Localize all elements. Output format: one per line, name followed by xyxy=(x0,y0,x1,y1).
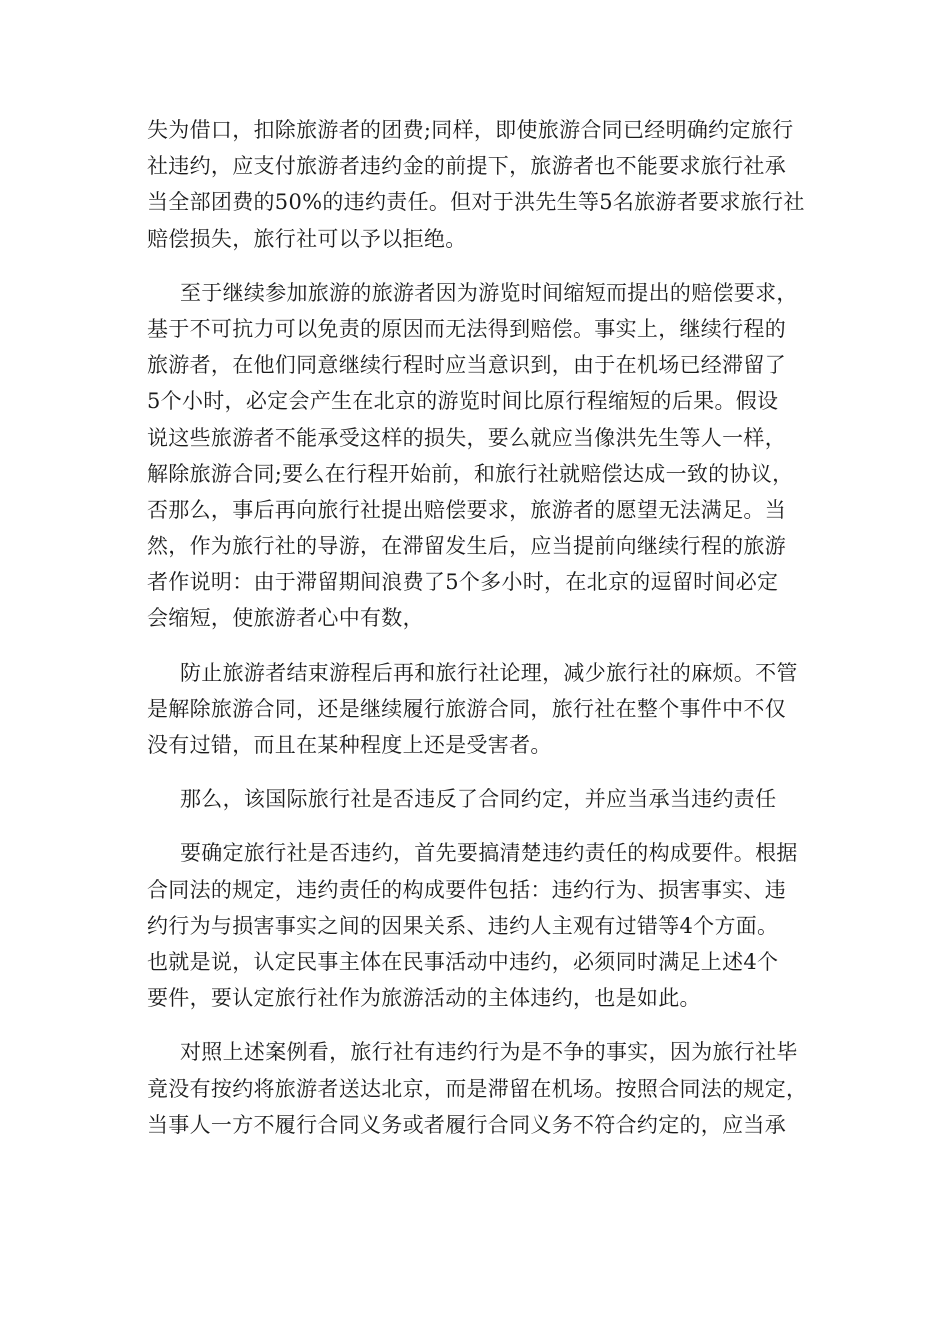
text-line: 防止旅游者结束游程后再和旅行社论理，减少旅行社的麻烦。不管 xyxy=(180,660,798,685)
text-line: 5个小时，必定会产生在北京的游览时间比原行程缩短的后果。假设 xyxy=(147,389,779,414)
text-line: 说这些旅游者不能承受这样的损失，要么就应当像洪先生等人一样， xyxy=(147,425,786,450)
text-line: 当事人一方不履行合同义务或者履行合同义务不符合约定的，应当承 xyxy=(147,1112,786,1137)
text-line: 基于不可抗力可以免责的原因而无法得到赔偿。事实上，继续行程的 xyxy=(147,316,786,341)
text-line: 失为借口，扣除旅游者的团费;同样，即使旅游合同已经明确约定旅行 xyxy=(147,118,794,142)
text-line: 是解除旅游合同，还是继续履行旅游合同，旅行社在整个事件中不仅 xyxy=(147,696,786,721)
paragraph-4 xyxy=(147,781,807,817)
document-body xyxy=(147,112,807,1161)
text-line: 也就是说，认定民事主体在民事活动中违约，必须同时满足上述4个 xyxy=(147,949,779,974)
text-line: 要确定旅行社是否违约，首先要搞清楚违约责任的构成要件。根据 xyxy=(180,841,798,866)
text-line: 竟没有按约将旅游者送达北京，而是滞留在机场。按照合同法的规定， xyxy=(147,1076,808,1101)
paragraph-6 xyxy=(147,1034,807,1143)
text-line: 要件，要认定旅行社作为旅游活动的主体违约，也是如此。 xyxy=(147,986,701,1011)
text-line: 至于继续参加旅游的旅游者因为游览时间缩短而提出的赔偿要求， xyxy=(180,280,798,305)
text-line: 社违约，应支付旅游者违约金的前提下，旅游者也不能要求旅行社承 xyxy=(147,154,786,179)
text-line: 然，作为旅行社的导游，在滞留发生后，应当提前向继续行程的旅游 xyxy=(147,534,786,559)
paragraph-2 xyxy=(147,275,807,637)
paragraph-1 xyxy=(147,112,807,257)
text-line: 者作说明：由于滞留期间浪费了5个多小时，在北京的逗留时间必定 xyxy=(147,570,779,595)
text-line: 合同法的规定，违约责任的构成要件包括：违约行为、损害事实、违 xyxy=(147,877,786,902)
text-line: 否那么，事后再向旅行社提出赔偿要求，旅游者的愿望无法满足。当 xyxy=(147,497,786,522)
text-line: 没有过错，而且在某种程度上还是受害者。 xyxy=(147,733,552,757)
text-line: 约行为与损害事实之间的因果关系、违约人主观有过错等4个方面。 xyxy=(147,913,779,938)
paragraph-5 xyxy=(147,835,807,1016)
paragraph-3 xyxy=(147,655,807,764)
text-line: 对照上述案例看，旅行社有违约行为是不争的事实，因为旅行社毕 xyxy=(180,1040,798,1065)
text-line: 那么，该国际旅行社是否违反了合同约定，并应当承当违约责任 xyxy=(180,787,777,812)
text-line: 当全部团费的50%的违约责任。但对于洪先生等5名旅游者要求旅行社 xyxy=(147,190,805,215)
text-line: 会缩短，使旅游者心中有数， xyxy=(147,606,424,631)
text-line: 旅游者，在他们同意继续行程时应当意识到，由于在机场已经滞留了 xyxy=(147,353,786,378)
text-line: 赔偿损失，旅行社可以予以拒绝。 xyxy=(147,226,467,251)
text-line: 解除旅游合同;要么在行程开始前，和旅行社就赔偿达成一致的协议， xyxy=(147,461,794,486)
